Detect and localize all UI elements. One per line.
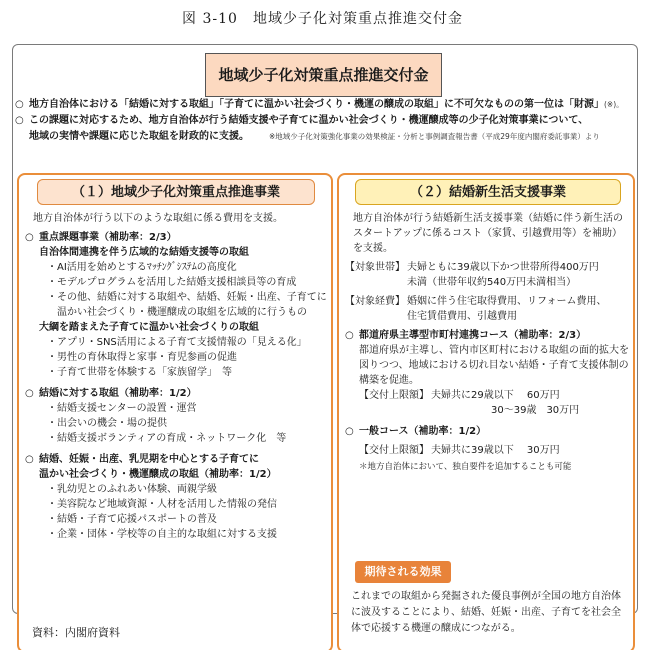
course1-text: 都道府県が主導し、管内市区町村における取組の面的拡大を図りつつ、地域における切れ目ない結婚・子育て支援体制の構築を促進。: [359, 345, 629, 386]
list-item: ・モデルプログラムを活用した結婚支援相談員等の育成: [47, 277, 297, 288]
list-item: ・美容院など地域資源・人材を活用した情報の発信: [47, 499, 277, 510]
course2-limit: 夫婦共に39歳以下 30万円: [431, 445, 560, 456]
expected-effect-tag: 期待される効果: [355, 561, 451, 583]
circle-bullet-icon: ○: [345, 330, 354, 341]
course1-limit-2: 30～39歳 30万円: [491, 405, 580, 416]
course1-title: ○ 都道府県主導型市町村連携コース（補助率：2/3）: [345, 330, 587, 341]
main-title: 地域少子化対策重点推進交付金: [205, 53, 442, 97]
summary-bullets: [15, 97, 633, 145]
list-item: ・結婚支援センターの設置・運営: [47, 403, 197, 414]
left-intro: 地方自治体が行う以下のような取組に係る費用を支援。: [33, 213, 283, 224]
right-intro: 地方自治体が行う結婚新生活支援事業（結婚に伴う新生活のスタートアップに係るコスト（家賃、引越費用等）を補助）を支援。: [353, 213, 623, 254]
bullet-2: [15, 113, 633, 129]
right-panel: [337, 173, 635, 650]
list-item: ・AI活用を始めとするﾏｯﾁﾝｸﾞｼｽﾃﾑの高度化: [47, 262, 237, 273]
course1-limit-row: [345, 388, 631, 403]
section3-title: ○ 結婚、妊娠・出産、乳児期を中心とする子育てに: [25, 454, 259, 465]
list-item: ・出会いの機会・場の提供: [47, 418, 167, 429]
target-label: 【対象世帯】: [345, 262, 405, 273]
section1-list-1: [25, 260, 327, 320]
left-panel-header: （１）地域少子化対策重点推進事業: [37, 179, 315, 205]
source-note: 資料：内閣府資料: [32, 626, 120, 639]
cost-text-1: 婚姻に伴う住宅取得費用、リフォーム費用、: [407, 296, 607, 307]
circle-bullet-icon: ○: [15, 115, 24, 126]
section2-list: [25, 401, 327, 446]
list-item: ・男性の育休取得と家事・育児参画の促進: [47, 352, 237, 363]
course2-limit-label: 【交付上限額】: [359, 445, 429, 456]
cost-label: 【対象経費】: [345, 296, 405, 307]
target-text-1: 夫婦ともに39歳以下かつ世帯所得400万円: [407, 262, 599, 273]
target-household-row: [345, 260, 631, 275]
target-text-2: 未満（世帯年収約540万円未満相当）: [407, 277, 577, 288]
circle-bullet-icon: ○: [25, 454, 34, 465]
course2-limit-row: [345, 443, 631, 458]
figure-title: 図 3-10 地域少子化対策重点推進交付金: [182, 11, 463, 27]
list-item: ・乳幼児とのふれあい体験、両親学級: [47, 484, 217, 495]
bullet-1-text: 地方自治体における「結婚に対する取組」「子育てに温かい社会づくり・機運の醸成の取組」に不可欠なものの第一位は「財源」: [29, 99, 604, 110]
list-item: ・その他、結婚に対する取組や、結婚、妊娠・出産、子育てに: [47, 292, 327, 303]
list-item: ・企業・団体・学校等の自主的な取組に対する支援: [47, 529, 277, 540]
right-panel-header: （２）結婚新生活支援事業: [355, 179, 621, 205]
course2-title: ○ 一般コース（補助率：1/2）: [345, 426, 487, 437]
list-item: ・子育て世帯を体験する「家族留学」 等: [47, 367, 232, 378]
note-mark: (※)。: [604, 100, 624, 109]
section1-subtitle-2: 大綱を踏まえた子育てに温かい社会づくりの取組: [39, 322, 259, 333]
footnote: ※地域少子化対策強化事業の効果検証・分析と事例調査報告書（平成29年度内閣府委託事業）より: [269, 132, 600, 141]
section3-title-cont: 温かい社会づくり・機運醸成の取組（補助率：1/2）: [39, 469, 277, 480]
list-item: ・結婚支援ボランティアの育成・ネットワーク化 等: [47, 433, 287, 444]
list-item: ・アプリ・SNS活用による子育て支援情報の「見える化」: [47, 337, 307, 348]
circle-bullet-icon: ○: [25, 232, 34, 243]
section1-title: ○ 重点課題事業（補助率：2/3）: [25, 232, 177, 243]
circle-bullet-icon: ○: [345, 426, 354, 437]
bullet-2-text-cont: 地域の実情や課題に応じた取組を財政的に支援。: [29, 131, 249, 142]
course1-limit-label: 【交付上限額】: [359, 390, 429, 401]
list-item: ・結婚・子育て応援パスポートの普及: [47, 514, 217, 525]
target-cost-row: [345, 294, 631, 309]
left-panel-body: [25, 211, 327, 542]
bullet-2-text: この課題に対応するため、地方自治体が行う結婚支援や子育てに温かい社会づくり・機運醸成等の少子化対策事業について、: [29, 115, 589, 126]
expected-effect-text: これまでの取組から発掘された優良事例が全国の地方自治体に波及することにより、結婚、妊娠・出産、子育てを社会全体で応援する機運の醸成につながる。: [351, 591, 621, 634]
left-panel: [17, 173, 333, 650]
right-panel-body: [345, 211, 631, 475]
section3-list: [25, 482, 327, 542]
list-item: 温かい社会づくり・機運醸成の取組を広域的に行うもの: [47, 307, 307, 318]
section1-subtitle-1: 自治体間連携を伴う広域的な結婚支援等の取組: [39, 247, 249, 258]
right-note: ＊地方自治体において、独自要件を追加することも可能: [359, 462, 572, 472]
bullet-1: [15, 97, 633, 113]
cost-text-2: 住宅賃借費用、引越費用: [407, 311, 517, 322]
bullet-2-continued: [15, 129, 633, 145]
circle-bullet-icon: ○: [25, 388, 34, 399]
circle-bullet-icon: ○: [15, 99, 24, 110]
section1-list-2: [25, 335, 327, 380]
section2-title: ○ 結婚に対する取組（補助率：1/2）: [25, 388, 197, 399]
course1-limit-1: 夫婦共に29歳以下 60万円: [431, 390, 560, 401]
